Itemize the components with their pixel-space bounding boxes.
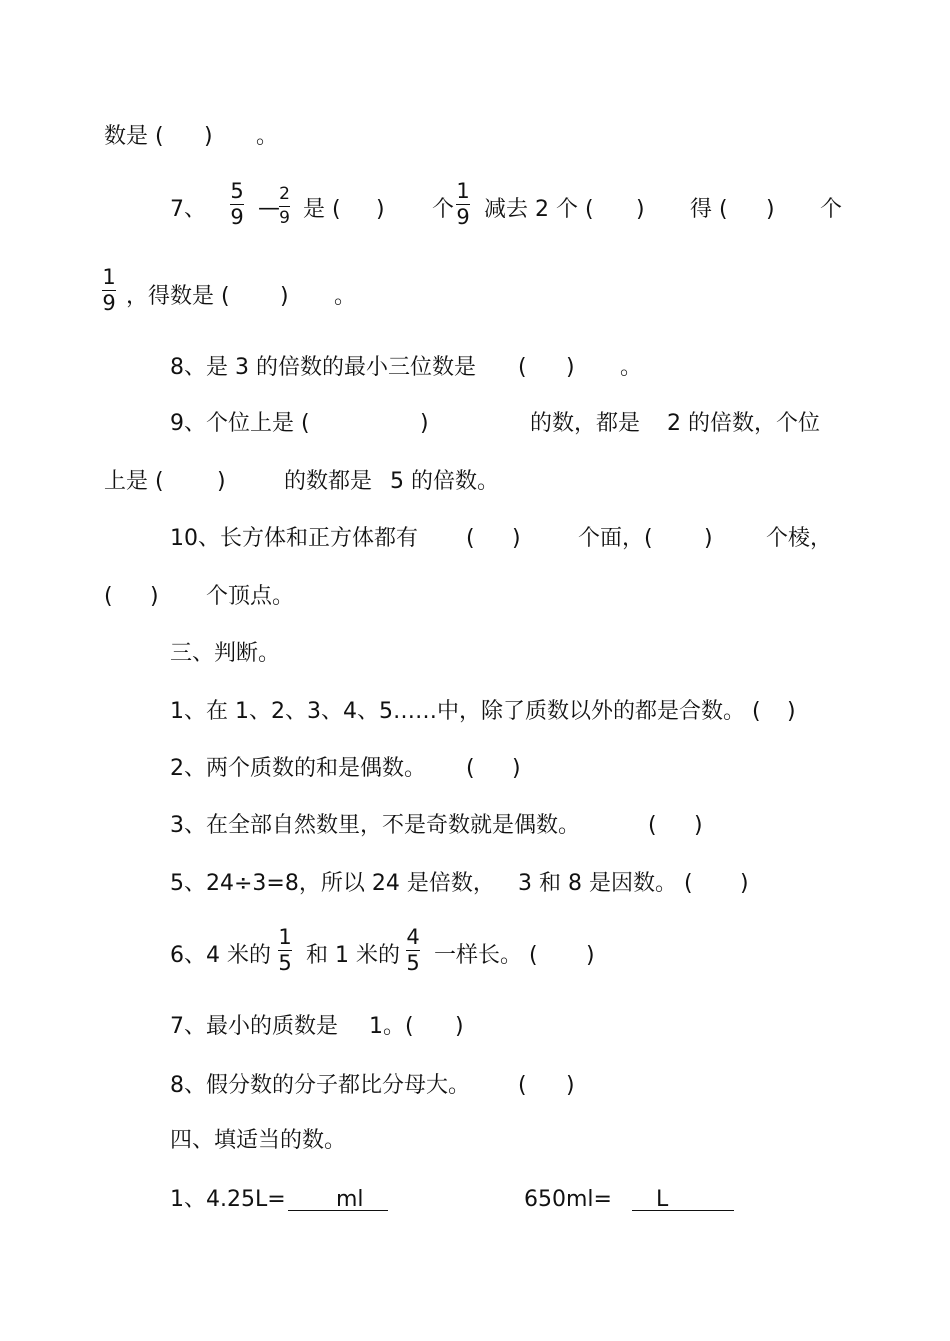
judge-item-1: 1、在 1、2、3、4、5……中，除了质数以外的都是合数。 ( [170, 699, 761, 724]
judge-item-3-paren: ) [694, 813, 703, 838]
fraction-1-9 [456, 180, 470, 228]
fraction-denominator: 9 [230, 205, 244, 229]
fraction-numerator: 1 [102, 265, 116, 289]
fill-item-1b: 650ml= [524, 1187, 612, 1212]
q7-text: ) [636, 197, 645, 222]
q8-text: ) [566, 355, 575, 380]
judge-item-1-paren: ) [787, 699, 796, 724]
judge-item-6: 6、4 米的 [170, 943, 271, 968]
judge-item-3: 3、在全部自然数里，不是奇数就是偶数。 [170, 813, 580, 838]
q7-text: ，得数是 ( [126, 284, 230, 309]
q10-text: ) [150, 584, 159, 609]
judge-item-7: 7、最小的质数是 [170, 1014, 338, 1039]
q7-text: ) [280, 284, 289, 309]
q7-number: 7、 [170, 197, 206, 222]
q10-text: 个面，( [578, 526, 653, 551]
fill-unit: L [656, 1187, 669, 1212]
q6-tail-paren: ) [204, 124, 213, 149]
q7-text: 个 [820, 197, 843, 222]
judge-item-2-paren: ) [512, 756, 521, 781]
fraction-denominator: 9 [279, 208, 290, 228]
q9-text: 5 的倍数。 [390, 469, 499, 494]
fraction-denominator: 9 [456, 205, 470, 229]
q10-text: ( [104, 584, 113, 609]
q10-text: 个棱， [766, 526, 833, 551]
fraction-numerator: 4 [406, 925, 420, 949]
minus-sign: — [258, 196, 280, 221]
fraction-numerator: 1 [456, 179, 470, 203]
judge-item-6: 一样长。 ( [434, 943, 538, 968]
q10-text: 10、长方体和正方体都有 [170, 526, 418, 551]
q9-text: ) [217, 469, 226, 494]
section-heading: 四、填适当的数。 [170, 1128, 347, 1153]
q6-tail-text: 数是 ( [104, 124, 164, 149]
q8-text: 8、是 3 的倍数的最小三位数是 [170, 355, 476, 380]
fraction-denominator: 5 [278, 951, 292, 975]
q10-text: ( [466, 526, 475, 551]
fraction-numerator: 2 [279, 184, 290, 204]
fraction-numerator: 5 [230, 179, 244, 203]
judge-item-5-paren: ) [740, 871, 749, 896]
q8-text: 。 [620, 355, 643, 380]
q9-text: 9、个位上是 ( [170, 411, 310, 436]
fraction-denominator: 5 [406, 951, 420, 975]
q9-text: 的数，都是 [530, 411, 641, 436]
fraction-numerator: 1 [278, 925, 292, 949]
fraction-2-9 [279, 184, 290, 228]
fraction-5-9 [230, 180, 244, 228]
q9-text: 的数都是 [284, 469, 373, 494]
q9-text: 2 的倍数，个位 [667, 411, 820, 436]
q9-text: 上是 ( [104, 469, 164, 494]
judge-item-8-paren: ) [566, 1073, 575, 1098]
judge-item-5: 3 和 8 是因数。 ( [518, 871, 693, 896]
q7-text: 。 [334, 284, 357, 309]
fraction-1-9 [102, 266, 116, 314]
judge-item-8-paren: ( [518, 1073, 527, 1098]
q6-tail-end: 。 [256, 124, 279, 149]
judge-item-6-paren: ) [586, 943, 595, 968]
q7-text: 是 ( [303, 197, 341, 222]
judge-item-7: 1。( [369, 1014, 414, 1039]
q7-text: 个 [432, 197, 455, 222]
fraction-4-5 [406, 926, 420, 974]
q7-text: ) [376, 197, 385, 222]
judge-item-2: 2、两个质数的和是偶数。 [170, 756, 426, 781]
judge-item-2-paren: ( [466, 756, 475, 781]
judge-item-6: 和 1 米的 [306, 943, 400, 968]
q10-text: 个顶点。 [206, 584, 295, 609]
judge-item-3-paren: ( [648, 813, 657, 838]
judge-item-7-paren: ) [455, 1014, 464, 1039]
q10-text: ) [512, 526, 521, 551]
fill-item-1: 1、4.25L= [170, 1187, 286, 1212]
fill-unit: ml [336, 1187, 364, 1212]
section-heading: 三、判断。 [170, 641, 281, 666]
judge-item-8: 8、假分数的分子都比分母大。 [170, 1073, 470, 1098]
q10-text: ) [704, 526, 713, 551]
answer-blank[interactable] [632, 1210, 734, 1211]
q7-text: 减去 2 个 ( [484, 197, 594, 222]
q7-text: ) [766, 197, 775, 222]
fraction-denominator: 9 [102, 291, 116, 315]
q7-text: 得 ( [690, 197, 728, 222]
fraction-1-5 [278, 926, 292, 974]
q8-text: ( [518, 355, 527, 380]
q9-text: ) [420, 411, 429, 436]
judge-item-5: 5、24÷3=8，所以 24 是倍数， [170, 871, 495, 896]
